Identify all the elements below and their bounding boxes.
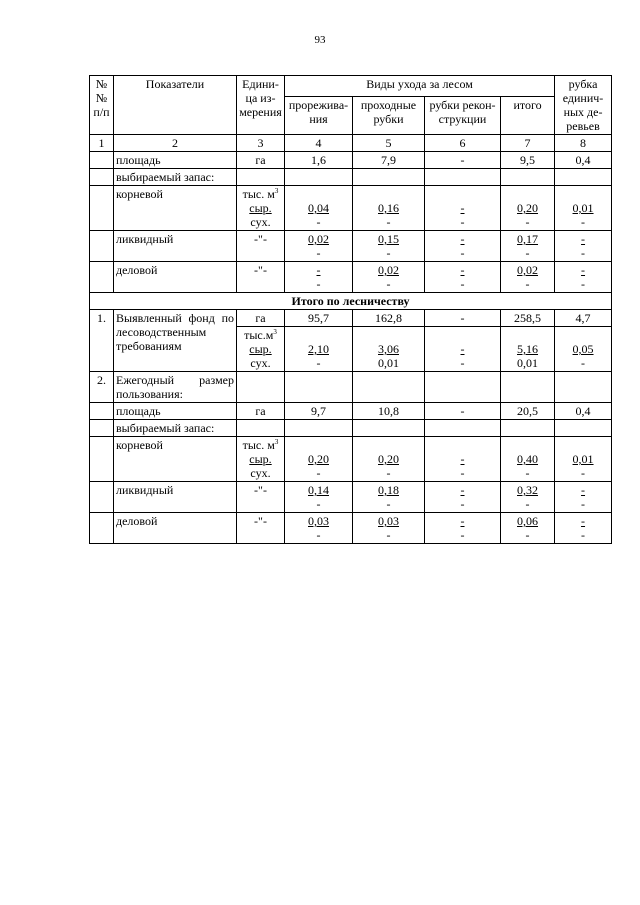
table-cell: 0,01 -	[555, 186, 612, 231]
column-numbers-row	[90, 135, 612, 152]
table-cell: 1,6	[285, 152, 353, 169]
table-cell: - -	[555, 231, 612, 262]
table-cell: - -	[425, 437, 501, 482]
header-unit: Едини- ца из- мерения	[237, 76, 285, 135]
row-label: ликвидный	[114, 482, 237, 513]
row-label: деловой	[114, 262, 237, 293]
header-reconstruction: рубки рекон- струкции	[425, 96, 501, 134]
table-cell: 9,5	[501, 152, 555, 169]
table-cell: 3,06 0,01	[353, 327, 425, 372]
table-cell: 0,17 -	[501, 231, 555, 262]
table-cell: 0,06 -	[501, 513, 555, 544]
table-cell: 5,16 0,01	[501, 327, 555, 372]
col-number: 2	[114, 135, 237, 152]
table-cell: 20,5	[501, 403, 555, 420]
table-cell: - -	[555, 262, 612, 293]
table-cell: 162,8	[353, 310, 425, 327]
header-thinning: прорежива- ния	[285, 96, 353, 134]
row-label: деловой	[114, 513, 237, 544]
table-cell: 0,32 -	[501, 482, 555, 513]
table-row	[90, 186, 612, 231]
row-label: выбираемый запас:	[114, 169, 237, 186]
table-row	[90, 513, 612, 544]
row-unit: тыс. $м^3$ сыр. сух.	[237, 186, 285, 231]
table-cell: 2,10 -	[285, 327, 353, 372]
table-cell: - -	[285, 262, 353, 293]
row-unit: га	[237, 152, 285, 169]
table-row	[90, 482, 612, 513]
table-cell: - -	[425, 482, 501, 513]
table-row	[90, 310, 612, 327]
row-label: площадь	[114, 152, 237, 169]
row-label: площадь	[114, 403, 237, 420]
row-label: корневой	[114, 186, 237, 231]
col-number: 5	[353, 135, 425, 152]
table-cell: 0,02 -	[353, 262, 425, 293]
table-cell: - -	[425, 231, 501, 262]
row-unit: га	[237, 310, 285, 327]
row-label: Ежегодный размер пользования:	[114, 372, 237, 403]
row-unit: -"-	[237, 513, 285, 544]
table-row	[90, 169, 612, 186]
table-cell: - -	[555, 482, 612, 513]
table-cell: - -	[425, 513, 501, 544]
header-care-group: Виды ухода за лесом	[285, 76, 555, 97]
row-unit: тыс. $м^3$ сыр. сух.	[237, 437, 285, 482]
col-number: 1	[90, 135, 114, 152]
table-cell: 0,20 -	[501, 186, 555, 231]
table-cell: 0,4	[555, 403, 612, 420]
table-row	[90, 437, 612, 482]
table-cell: 0,14 -	[285, 482, 353, 513]
table-cell: -	[425, 310, 501, 327]
table-cell: 0,15 -	[353, 231, 425, 262]
table-cell: 95,7	[285, 310, 353, 327]
row-unit: $тыс.м^3$ сыр. сух.	[237, 327, 285, 372]
header-single-trees: рубка единич- ных де- ревьев	[555, 76, 612, 135]
row-label: корневой	[114, 437, 237, 482]
table-cell: 0,4	[555, 152, 612, 169]
table-cell: - -	[425, 327, 501, 372]
row-label: выбираемый запас:	[114, 420, 237, 437]
table-cell: 0,01 -	[555, 437, 612, 482]
table-row	[90, 372, 612, 403]
table-row	[90, 262, 612, 293]
header-indicator: Показатели	[114, 76, 237, 135]
header-total: итого	[501, 96, 555, 134]
table-cell: 258,5	[501, 310, 555, 327]
section-title: Итого по лесничеству	[90, 293, 612, 310]
page-number: 93	[314, 34, 326, 46]
table-row	[90, 231, 612, 262]
table-cell: - -	[425, 262, 501, 293]
table-row	[90, 420, 612, 437]
table-cell: 0,20 -	[285, 437, 353, 482]
table-cell: 0,16 -	[353, 186, 425, 231]
table-cell: - -	[425, 186, 501, 231]
col-number: 6	[425, 135, 501, 152]
table-cell: - -	[555, 513, 612, 544]
table-cell: 9,7	[285, 403, 353, 420]
table-cell: 0,03 -	[353, 513, 425, 544]
table-cell: 0,40 -	[501, 437, 555, 482]
row-unit: -"-	[237, 482, 285, 513]
table-cell: 0,05 -	[555, 327, 612, 372]
table-row	[90, 403, 612, 420]
row-unit: га	[237, 403, 285, 420]
table-cell: -	[425, 152, 501, 169]
forest-care-table	[89, 75, 612, 544]
table-cell: -	[425, 403, 501, 420]
table-cell: 0,02 -	[501, 262, 555, 293]
header-row	[90, 76, 612, 97]
table-cell: 0,03 -	[285, 513, 353, 544]
table-cell: 10,8	[353, 403, 425, 420]
table-cell: 4,7	[555, 310, 612, 327]
table-cell: 7,9	[353, 152, 425, 169]
row-label: ликвидный	[114, 231, 237, 262]
col-number: 3	[237, 135, 285, 152]
row-number: 1.	[90, 310, 114, 372]
row-unit: -"-	[237, 262, 285, 293]
table-cell: 0,04 -	[285, 186, 353, 231]
col-number: 4	[285, 135, 353, 152]
col-number: 8	[555, 135, 612, 152]
row-label: Выявленный фонд по лесоводственным требованиям	[114, 310, 237, 372]
table-cell: 0,18 -	[353, 482, 425, 513]
table-cell: 0,20 -	[353, 437, 425, 482]
col-number: 7	[501, 135, 555, 152]
row-unit: -"-	[237, 231, 285, 262]
table-cell: 0,02 -	[285, 231, 353, 262]
header-no: № № п/п	[90, 76, 114, 135]
table-row	[90, 152, 612, 169]
row-number: 2.	[90, 372, 114, 403]
header-passing: проходные рубки	[353, 96, 425, 134]
section-title-row	[90, 293, 612, 310]
